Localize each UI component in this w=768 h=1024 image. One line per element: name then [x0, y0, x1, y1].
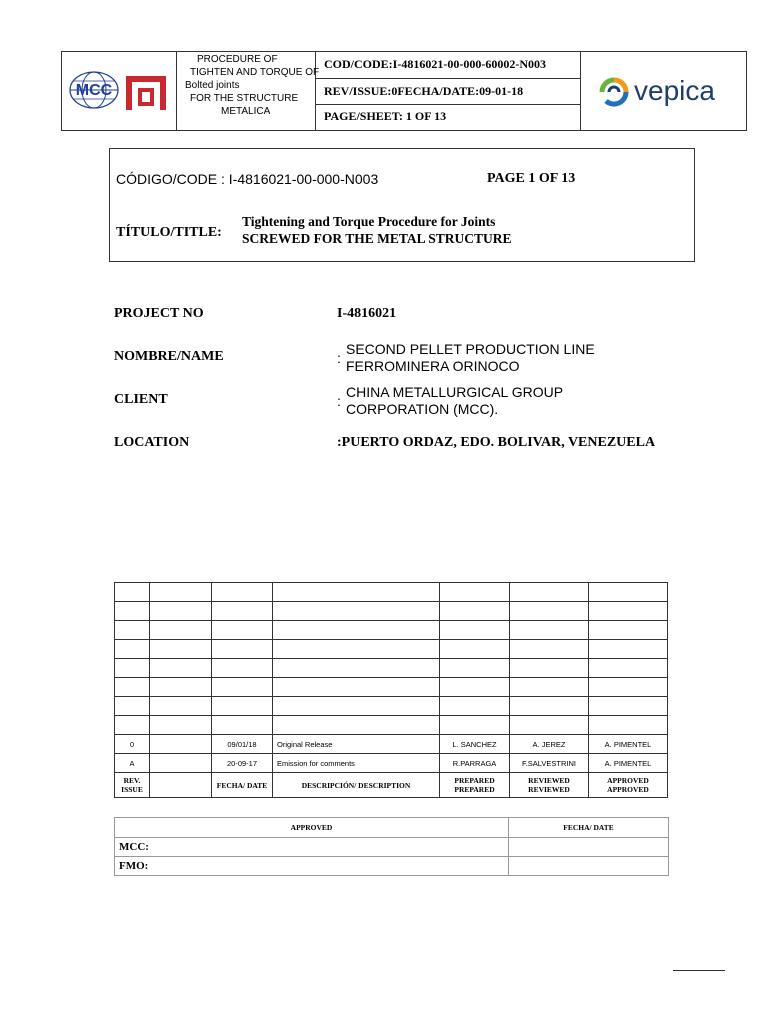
mcc-approval-date: [509, 838, 669, 857]
approval-row-mcc: [115, 838, 669, 857]
reviewed-cell: A. JEREZ: [510, 735, 589, 754]
table-row: [115, 716, 668, 735]
client-line-2: CORPORATION (MCC).: [346, 401, 499, 417]
mcc-approval-label: MCC:: [115, 838, 509, 857]
date-cell: 09/01/18: [212, 735, 273, 754]
name-line-2: FERROMINERA ORINOCO: [346, 358, 520, 374]
header-rev-date: REV/ISSUE:0FECHA/DATE:09-01-18: [324, 84, 524, 98]
name-line-1: SECOND PELLET PRODUCTION LINE: [346, 341, 595, 357]
procedure-line: Bolted joints: [185, 80, 240, 91]
approved-cell: A. PIMENTEL: [589, 735, 668, 754]
fmo-approval-date: [509, 857, 669, 876]
header-sheet: PAGE/SHEET: 1 OF 13: [324, 109, 447, 123]
approved-header: APPROVED APPROVED: [589, 773, 668, 798]
procedure-line: TIGHTEN AND TORQUE OF: [190, 67, 320, 78]
blank-cell: [150, 735, 212, 754]
document-code: CÓDIGO/CODE : I-4816021-00-000-N003: [116, 171, 379, 187]
table-row: [115, 621, 668, 640]
table-row: [115, 678, 668, 697]
header-code: COD/CODE:I-4816021-00-000-60002-N003: [324, 57, 546, 71]
rev-cell: A: [115, 754, 150, 773]
date-cell: 20-09-17: [212, 754, 273, 773]
footer-rule: [673, 970, 725, 971]
procedure-title-block: [177, 52, 320, 130]
revision-row: [115, 754, 668, 773]
rev-cell: 0: [115, 735, 150, 754]
date-header: FECHA/ DATE: [212, 773, 273, 798]
revision-row: [115, 735, 668, 754]
description-header: DESCRIPCIÓN/ DESCRIPTION: [273, 773, 440, 798]
blank-header: [150, 773, 212, 798]
rev-header: REV. ISSUE: [115, 773, 150, 798]
title-line-1: Tightening and Torque Procedure for Joints: [242, 214, 496, 229]
procedure-line: METALICA: [221, 106, 271, 117]
name-colon: :: [337, 350, 341, 366]
fmo-approval-label: FMO:: [115, 857, 509, 876]
approval-table: [114, 817, 669, 876]
prepared-cell: L. SANCHEZ: [440, 735, 510, 754]
client-label: CLIENT: [114, 392, 168, 407]
mcc-logo: [68, 68, 172, 112]
table-row: [115, 640, 668, 659]
procedure-line: PROCEDURE OF: [197, 54, 278, 65]
reviewed-header: REVIEWED REVIEWED: [510, 773, 589, 798]
approved-column-header: APPROVED: [115, 818, 509, 838]
approval-row-fmo: [115, 857, 669, 876]
blank-cell: [150, 754, 212, 773]
mcc-logo-text: MCC: [75, 82, 113, 99]
project-no-label: PROJECT NO: [114, 306, 204, 321]
name-label: NOMBRE/NAME: [114, 349, 224, 364]
document-header: [61, 51, 747, 131]
page-count: PAGE 1 OF 13: [487, 171, 576, 186]
table-row: [115, 697, 668, 716]
prepared-cell: R.PARRAGA: [440, 754, 510, 773]
location-value: :PUERTO ORDAZ, EDO. BOLIVAR, VENEZUELA: [337, 435, 656, 450]
vepica-logo: [592, 70, 742, 114]
date-column-header: FECHA/ DATE: [509, 818, 669, 838]
client-colon: :: [337, 393, 341, 409]
approval-header-row: [115, 818, 669, 838]
location-label: LOCATION: [114, 435, 190, 450]
table-row: [115, 583, 668, 602]
client-line-1: CHINA METALLURGICAL GROUP: [346, 384, 564, 400]
revision-header-row: [115, 773, 668, 798]
title-line-2: SCREWED FOR THE METAL STRUCTURE: [242, 231, 512, 246]
procedure-line: FOR THE STRUCTURE: [190, 93, 299, 104]
code-title-box: [109, 148, 695, 262]
vepica-logo-text: vepica: [634, 75, 715, 106]
revision-table: [114, 582, 668, 798]
description-cell: Emission for comments: [273, 754, 440, 773]
prepared-header: PREPARED PREPARED: [440, 773, 510, 798]
title-label: TÍTULO/TITLE:: [116, 225, 222, 240]
approved-cell: A. PIMENTEL: [589, 754, 668, 773]
description-cell: Original Release: [273, 735, 440, 754]
table-row: [115, 602, 668, 621]
project-no-value: I-4816021: [337, 306, 397, 321]
reviewed-cell: F.SALVESTRINI: [510, 754, 589, 773]
table-row: [115, 659, 668, 678]
